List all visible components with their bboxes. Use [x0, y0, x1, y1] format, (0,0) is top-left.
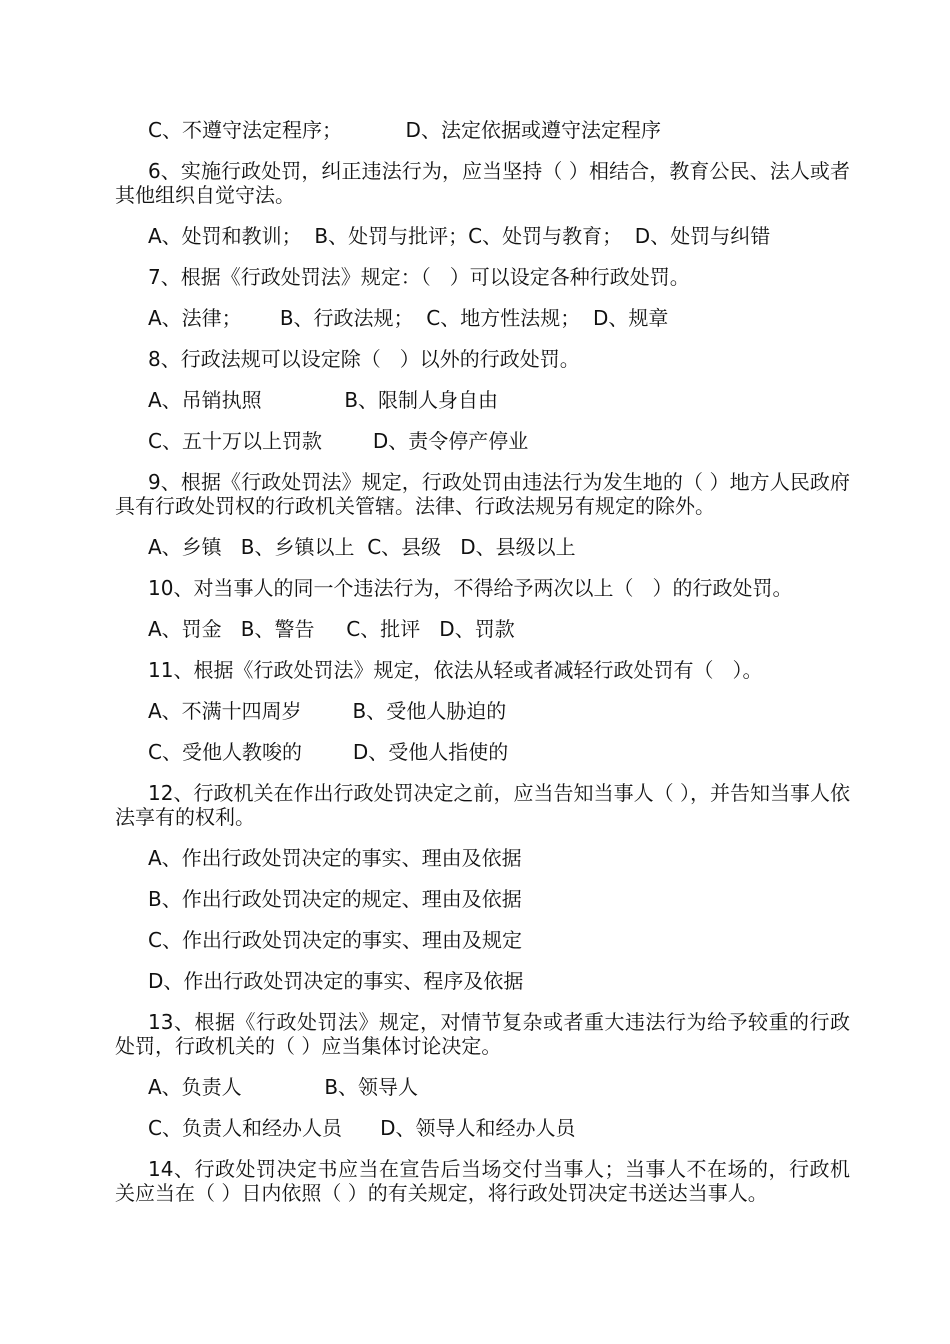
option-line: C、负责人和经办人员 D、领导人和经办人员: [148, 1116, 576, 1140]
option-line: B、作出行政处罚决定的规定、理由及依据: [148, 887, 522, 911]
option-line: D、作出行政处罚决定的事实、程序及依据: [148, 969, 524, 993]
question-10: 10、对当事人的同一个违法行为，不得给予两次以上（ ）的行政处罚。: [148, 576, 793, 600]
question-list: [115, 118, 850, 1222]
option-line: C、受他人教唆的 D、受他人指使的: [148, 740, 509, 764]
option-line: C、五十万以上罚款 D、责令停产停业: [148, 429, 529, 453]
question-8: 8、行政法规可以设定除（ ）以外的行政处罚。: [148, 347, 580, 371]
question-12: 12、行政机关在作出行政处罚决定之前，应当告知当事人（ ），并告知当事人依法享有的权利。: [115, 781, 850, 829]
option-line: A、不满十四周岁 B、受他人胁迫的: [148, 699, 507, 723]
option-line: A、吊销执照 B、限制人身自由: [148, 388, 499, 412]
question-7: 7、根据《行政处罚法》规定：（ ）可以设定各种行政处罚。: [148, 265, 690, 289]
option-line: A、罚金 B、警告 C、批评 D、罚款: [148, 617, 515, 641]
option-line: C、作出行政处罚决定的事实、理由及规定: [148, 928, 522, 952]
question-14: 14、行政处罚决定书应当在宣告后当场交付当事人；当事人不在场的，行政机关应当在（ ）日内依照（ ）的有关规定，将行政处罚决定书送达当事人。: [115, 1157, 850, 1205]
question-11: 11、根据《行政处罚法》规定，依法从轻或者减轻行政处罚有（ ）。: [148, 658, 763, 682]
option-line: A、乡镇 B、乡镇以上 C、县级 D、县级以上: [148, 535, 576, 559]
option-line: A、法律； B、行政法规； C、地方性法规； D、规章: [148, 306, 669, 330]
option-line: A、负责人 B、领导人: [148, 1075, 419, 1099]
question-13: 13、根据《行政处罚法》规定，对情节复杂或者重大违法行为给予较重的行政处罚，行政机关的（ ）应当集体讨论决定。: [115, 1010, 850, 1058]
option-line: A、作出行政处罚决定的事实、理由及依据: [148, 846, 522, 870]
question-6: 6、实施行政处罚，纠正违法行为，应当坚持（ ）相结合，教育公民、法人或者其他组织自觉守法。: [115, 159, 850, 207]
option-line: C、不遵守法定程序； D、法定依据或遵守法定程序: [148, 118, 661, 142]
option-line: A、处罚和教训； B、处罚与批评；C、处罚与教育； D、处罚与纠错: [148, 224, 771, 248]
question-9: 9、根据《行政处罚法》规定，行政处罚由违法行为发生地的（ ）地方人民政府具有行政处罚权的行政机关管辖。法律、行政法规另有规定的除外。: [115, 470, 850, 518]
